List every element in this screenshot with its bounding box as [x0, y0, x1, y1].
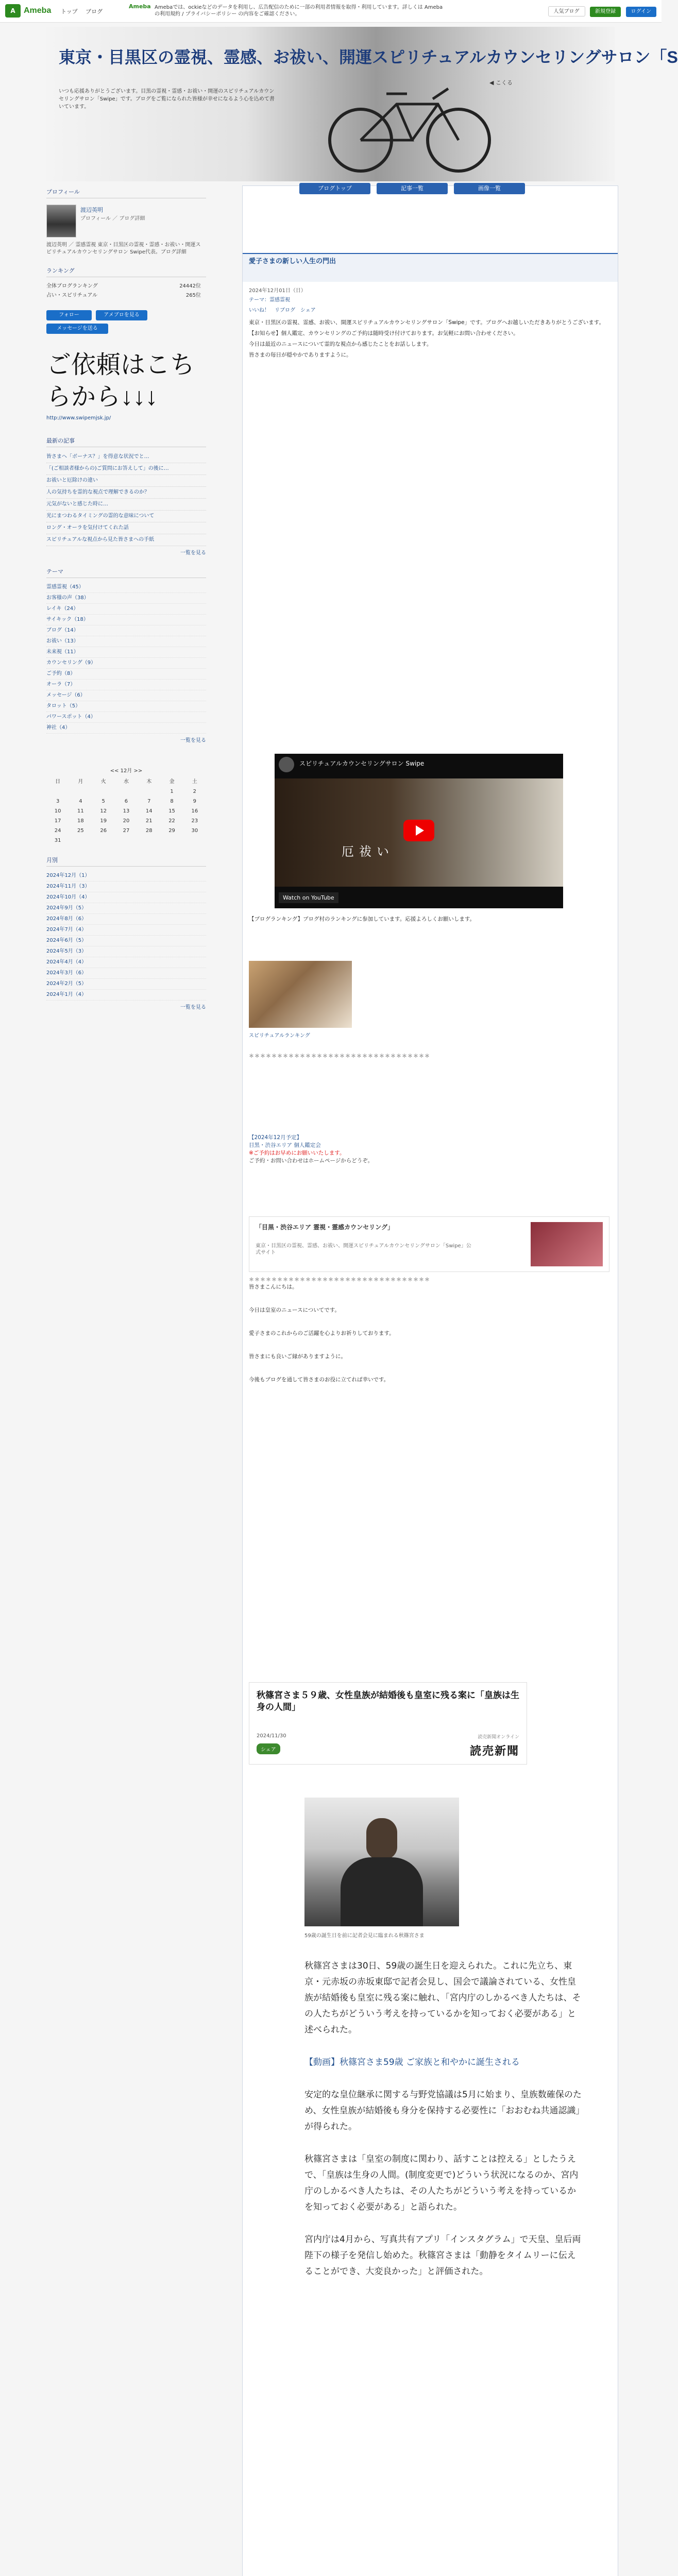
- ameba-logo-icon[interactable]: A: [5, 4, 21, 18]
- news-embed-card[interactable]: [249, 1682, 527, 1765]
- archive-list: [46, 871, 206, 1001]
- tab-blog-top[interactable]: ブログトップ: [299, 183, 370, 194]
- article-paragraph: 秋篠宮さまは「皇室の制度に関わり、話すことは控える」としたうえで、「皇族は生身の人間。(制度変更で)どういう状況になるのか、宮内庁のしかるべき人たちは、その人たちがどういう考えを持っているかを知っておく必要がある」と語られた。: [304, 2154, 579, 2212]
- main-content: [242, 185, 618, 2576]
- theme-link[interactable]: 神社（4）: [46, 723, 206, 734]
- calendar-date[interactable]: 24: [54, 828, 61, 834]
- divider: ＊＊＊＊＊＊＊＊＊＊＊＊＊＊＊＊＊＊＊＊＊＊＊＊＊＊＊＊＊＊＊＊: [249, 1277, 430, 1283]
- profile-heading: プロフィール: [46, 185, 206, 198]
- calendar-date[interactable]: 6: [124, 799, 128, 804]
- event-block: [249, 1134, 609, 1165]
- calendar-weekday: 日: [55, 779, 61, 785]
- calendar-date[interactable]: 23: [191, 818, 198, 824]
- ranking-banner-image[interactable]: [249, 961, 352, 1028]
- ameba-logo[interactable]: Ameba: [24, 6, 52, 15]
- cta-url-link[interactable]: http://www.swipemjsk.jp/: [46, 415, 111, 421]
- calendar-date[interactable]: 17: [54, 818, 61, 824]
- calendar-date[interactable]: 13: [123, 808, 130, 814]
- article-photo: [304, 1798, 459, 1926]
- calendar-date[interactable]: 9: [193, 799, 197, 804]
- calendar-weekday: 金: [169, 779, 175, 785]
- recent-heading: 最新の記事: [46, 434, 206, 447]
- ranking-value: 24442位: [179, 283, 201, 289]
- calendar-date[interactable]: 4: [79, 799, 82, 804]
- article-paragraph: 秋篠宮さまは30日、59歳の誕生日を迎えられた。これに先立ち、東京・元赤坂の赤坂東邸で記者会見し、国会で議論されている、女性皇族が結婚後も皇室に残る案に触れ、「宮内庁のしかるべき人たちは、その人たちがどういう考えを持っているかを知っておく必要がある」と述べられた。: [304, 1961, 581, 2035]
- link-card-image: [531, 1222, 603, 1266]
- ameba-nav: [61, 7, 109, 15]
- login-button[interactable]: ログイン: [626, 7, 657, 17]
- calendar-weekday: 月: [78, 779, 83, 785]
- theme-link[interactable]: オーラ（7）: [46, 680, 206, 690]
- archive-link[interactable]: 2024年11月（3）: [46, 882, 206, 892]
- post-lines: [249, 1283, 609, 1399]
- recent-post-link[interactable]: 「(ご相談者様からの)ご質問にお答えして」の後に…: [46, 463, 206, 475]
- post-paragraph: 東京・目黒区の霊視、霊感、お祓い、開運スピリチュアルカウンセリングサロン「Swipe」です。ブログへお越しいただきありがとうございます。: [249, 319, 604, 326]
- recent-post-link[interactable]: 元気がないと感じた時に…: [46, 499, 206, 511]
- divider: ＊＊＊＊＊＊＊＊＊＊＊＊＊＊＊＊＊＊＊＊＊＊＊＊＊＊＊＊＊＊＊＊: [249, 1054, 430, 1059]
- ranking-banner-link[interactable]: スピリチュアルランキング: [249, 1033, 310, 1039]
- ameba-top-bar: [0, 0, 662, 23]
- calendar-date[interactable]: 27: [123, 828, 130, 834]
- calendar-date[interactable]: 29: [168, 828, 175, 834]
- event-line: ご予約・お問い合わせはホームページからどうぞ。: [249, 1158, 374, 1164]
- theme-link[interactable]: 霊感霊視（45）: [46, 582, 206, 593]
- message-button[interactable]: メッセージを送る: [46, 324, 108, 334]
- avatar[interactable]: [46, 205, 76, 238]
- register-button[interactable]: 新規登録: [590, 7, 621, 17]
- calendar-date[interactable]: 5: [101, 799, 105, 804]
- news-publisher: 読売新聞オンライン: [478, 1735, 519, 1740]
- ranking-note: 【ブログランキング】ブログ村のランキングに参加しています。応援よろしくお願いします。: [249, 916, 476, 922]
- recent-post-link[interactable]: お祓いと厄除けの違い: [46, 475, 206, 487]
- archive-link[interactable]: 2024年6月（5）: [46, 936, 206, 946]
- follow-buttons: [46, 310, 206, 339]
- request-cta-line: らから↓↓↓: [46, 383, 158, 411]
- calendar: [46, 763, 206, 843]
- theme-link[interactable]: メッセージ（6）: [46, 690, 206, 701]
- theme-link[interactable]: レイキ（24）: [46, 604, 206, 615]
- photo-person-head: [366, 1818, 397, 1859]
- nav-blog-link[interactable]: ブログ: [86, 8, 103, 15]
- ranking-row[interactable]: [46, 291, 201, 298]
- calendar-date[interactable]: 11: [77, 808, 84, 814]
- theme-link[interactable]: サイキック（18）: [46, 615, 206, 625]
- archive-link[interactable]: 2024年7月（4）: [46, 925, 206, 936]
- watch-on-youtube-button[interactable]: Watch on YouTube: [279, 892, 338, 903]
- profile-block: [46, 202, 206, 264]
- calendar-date[interactable]: 22: [168, 818, 175, 824]
- archive-link[interactable]: 2024年12月（1）: [46, 871, 206, 882]
- post-paragraph: 【お知らせ】個人鑑定、カウンセリングのご予約は随時受け付けております。お気軽にお問い合わせください。: [249, 330, 519, 336]
- calendar-date[interactable]: 16: [191, 808, 198, 814]
- video-title[interactable]: スピリチュアルカウンセリングサロン Swipe: [299, 760, 425, 767]
- recent-post-link[interactable]: 皆さまへ「ボーナス？」を得意な状況でと…: [46, 451, 206, 463]
- link-card[interactable]: [249, 1216, 609, 1272]
- article-video-link[interactable]: 【動画】秋篠宮さま59歳 ご家族と和やかに誕生される: [304, 2057, 520, 2067]
- post-header: [243, 253, 618, 282]
- calendar-date[interactable]: 26: [100, 828, 107, 834]
- recent-post-link[interactable]: 光にまつわるタイミングの霊的な意味について: [46, 511, 206, 522]
- calendar-weekday: 木: [146, 779, 152, 785]
- theme-heading: テーマ: [46, 565, 206, 578]
- channel-avatar-icon[interactable]: [279, 757, 294, 772]
- post-paragraph: 今日は最近のニュースについて霊的な視点から感じたことをお話しします。: [249, 341, 432, 347]
- archive-link[interactable]: 2024年10月（4）: [46, 892, 206, 903]
- calendar-date: [46, 789, 69, 794]
- archive-link[interactable]: 2024年5月（3）: [46, 946, 206, 957]
- calendar-date: [69, 789, 92, 794]
- post-line: 皆さまにも良いご縁がありますように。: [249, 1353, 346, 1360]
- calendar-date[interactable]: 25: [77, 828, 84, 834]
- article-photo-caption: 59歳の誕生日を前に記者会見に臨まれる秋篠宮さま: [304, 1933, 425, 1939]
- profile-name[interactable]: 渡辺英明: [80, 207, 103, 213]
- calendar-date[interactable]: 31: [54, 838, 61, 843]
- theme-link[interactable]: ブログ（14）: [46, 625, 206, 636]
- link-card-title: 「目黒・渋谷エリア 霊視・霊感カウンセリング」: [256, 1224, 394, 1231]
- event-line: ※ご予約はお早めにお願いいたします。: [249, 1150, 345, 1156]
- request-cta[interactable]: [46, 349, 206, 413]
- youtube-embed[interactable]: [275, 754, 563, 908]
- theme-link[interactable]: お祓い（13）: [46, 636, 206, 647]
- request-cta-line: ご依頼はこち: [46, 351, 195, 379]
- calendar-grid: [46, 777, 206, 843]
- calendar-date[interactable]: 30: [191, 828, 198, 834]
- calendar-weekday: 火: [100, 779, 106, 785]
- app-button[interactable]: アメブロを見る: [96, 310, 147, 320]
- calendar-date[interactable]: 12: [100, 808, 107, 814]
- post-theme-link[interactable]: テーマ：霊感霊視: [249, 297, 290, 303]
- calendar-date[interactable]: 2: [193, 789, 197, 794]
- calendar-weekday: 土: [192, 779, 197, 785]
- archive-link[interactable]: 2024年3月（6）: [46, 968, 206, 979]
- calendar-date: [115, 789, 138, 794]
- calendar-date[interactable]: 14: [145, 808, 152, 814]
- calendar-date[interactable]: 8: [170, 799, 174, 804]
- archive-link[interactable]: 2024年4月（4）: [46, 957, 206, 968]
- calendar-title[interactable]: << 12月 >>: [110, 768, 143, 774]
- recent-more-link[interactable]: 一覧を見る: [180, 550, 206, 556]
- theme-link[interactable]: お客様の声（38）: [46, 593, 206, 604]
- theme-link[interactable]: カウンセリング（9）: [46, 658, 206, 669]
- calendar-date[interactable]: 15: [168, 808, 175, 814]
- calendar-date[interactable]: 20: [123, 818, 130, 824]
- calendar-date[interactable]: 10: [54, 808, 61, 814]
- play-icon[interactable]: [403, 820, 434, 841]
- post-date: 2024年12月01日（日）: [249, 288, 306, 294]
- news-share-button[interactable]: シェア: [257, 1743, 280, 1754]
- recent-posts-list: [46, 451, 206, 546]
- video-caption: 厄祓い: [342, 844, 394, 859]
- theme-more-link[interactable]: 一覧を見る: [180, 738, 206, 743]
- calendar-date[interactable]: 18: [77, 818, 84, 824]
- ranking-heading: ランキング: [46, 264, 206, 277]
- recent-post-link[interactable]: 人の気持ちを霊的な視点で理解できるのか？: [46, 487, 206, 499]
- share-bar[interactable]: いいね！ リブログ シェア: [249, 308, 316, 313]
- header-nav-link[interactable]: ◀ こくる: [489, 79, 513, 86]
- privacy-notice: Amebaでは、ockieなどのデータを利用し、広告配信のために一部の利用者情報を取得・利用しています。詳しくは Amebaの利用規約 / プライバシーポリシー の内容をご確認ください。: [155, 5, 443, 17]
- ameba-logo-secondary[interactable]: Ameba: [129, 3, 151, 10]
- article-paragraph: 安定的な皇位継承に関する与野党協議は5月に始まり、皇族数確保のため、女性皇族が結婚後も身分を保持する必要性に「おおむね共通認識」が得られた。: [304, 2090, 582, 2132]
- calendar-date: [138, 789, 160, 794]
- post-paragraph: 皆さまの毎日が穏やかでありますように。: [249, 352, 352, 358]
- ranking-label: 全体ブログランキング: [46, 283, 98, 289]
- blog-description: いつも応援ありがとうございます。目黒の霊視・霊感・お祓い・開運のスピリチュアルカウンセリングサロン「Swipe」です。ブログをご覧になられた皆様が幸せになるよう心を込めて書いています。: [59, 89, 275, 110]
- ameba-actions: [545, 6, 657, 17]
- recent-post-link[interactable]: スピリチュアルな視点から見た皆さまへの手紙: [46, 534, 206, 546]
- post-line: 今後もブログを通して皆さまのお役に立てれば幸いです。: [249, 1377, 389, 1383]
- theme-link[interactable]: タロット（5）: [46, 701, 206, 712]
- post-line: 皆さまこんにちは。: [249, 1284, 298, 1290]
- photo-person-suit: [341, 1857, 423, 1926]
- post-line: 愛子さまのこれからのご活躍を心よりお祈りしております。: [249, 1330, 395, 1336]
- theme-link[interactable]: パワースポット（4）: [46, 712, 206, 723]
- calendar-date[interactable]: 19: [100, 818, 107, 824]
- event-heading: 【2024年12月予定】: [249, 1134, 302, 1141]
- theme-link[interactable]: ご予約（8）: [46, 669, 206, 680]
- tab-image-list[interactable]: 画像一覧: [454, 183, 525, 194]
- article-body: [304, 1958, 583, 2296]
- archive-link[interactable]: 2024年2月（5）: [46, 979, 206, 990]
- sidebar: [46, 185, 206, 2576]
- event-line[interactable]: 目黒・渋谷エリア 個人鑑定会: [249, 1142, 321, 1148]
- nav-top-link[interactable]: トップ: [61, 8, 78, 15]
- archive-more-link[interactable]: 一覧を見る: [180, 1005, 206, 1010]
- ranking-label: 占い・スピリチュアル: [46, 293, 98, 298]
- follow-button[interactable]: フォロー: [46, 310, 92, 320]
- theme-link[interactable]: 未来視（11）: [46, 647, 206, 658]
- ranking-value: 265位: [185, 293, 201, 298]
- news-title[interactable]: 秋篠宮さま５９歳、女性皇族が結婚後も皇室に残る案に「皇族は生身の人間」: [257, 1690, 519, 1713]
- popular-blogs-button[interactable]: 人気ブログ: [548, 6, 585, 16]
- blog-header: [46, 27, 678, 181]
- calendar-date[interactable]: 3: [56, 799, 60, 804]
- archive-link[interactable]: 2024年9月（5）: [46, 903, 206, 914]
- tab-article-list[interactable]: 記事一覧: [377, 183, 448, 194]
- profile-subtitle[interactable]: プロフィール ／ ブログ詳細: [80, 216, 145, 222]
- calendar-weekday: 水: [123, 779, 129, 785]
- calendar-date[interactable]: 1: [170, 789, 174, 794]
- newspaper-logo: 読売新聞: [469, 1745, 519, 1758]
- news-date: 2024/11/30: [257, 1733, 286, 1739]
- bicycle-illustration: [304, 73, 520, 176]
- calendar-date: [92, 789, 115, 794]
- calendar-date[interactable]: 28: [145, 828, 152, 834]
- post-line: 今日は皇室のニュースについてです。: [249, 1307, 340, 1313]
- blog-title[interactable]: 東京・目黒区の霊視、霊感、お祓い、開運スピリチュアルカウンセリングサロン「S: [59, 48, 678, 66]
- profile-bio: 渡辺英明 ／ 霊感霊視 東京・目黒区の霊視・霊感・お祓い・開運スピリチュアルカウンセリングサロン Swipe代表。ブログ詳細: [46, 242, 201, 255]
- recent-post-link[interactable]: ロング・オーラを気付けてくれた話: [46, 522, 206, 534]
- theme-list: [46, 582, 206, 734]
- ranking-block: [46, 281, 206, 310]
- archive-link[interactable]: 2024年1月（4）: [46, 990, 206, 1001]
- post-body: [249, 319, 609, 362]
- link-card-desc: 東京・目黒区の霊視、霊感、お祓い、開運スピリチュアルカウンセリングサロン「Swipe」公式サイト: [256, 1243, 471, 1256]
- archive-heading: 月別: [46, 854, 206, 867]
- post-title[interactable]: 愛子さまの新しい人生の門出: [249, 258, 336, 265]
- article-paragraph: 宮内庁は4月から、写真共有アプリ「インスタグラム」で天皇、皇后両陛下の様子を発信し始めた。秋篠宮さまは「動静をタイムリーに伝えることができ、大変良かった」と評価された。: [304, 2234, 581, 2277]
- ranking-row[interactable]: [46, 281, 201, 289]
- calendar-date[interactable]: 7: [147, 799, 151, 804]
- archive-link[interactable]: 2024年8月（6）: [46, 914, 206, 925]
- calendar-date[interactable]: 21: [145, 818, 152, 824]
